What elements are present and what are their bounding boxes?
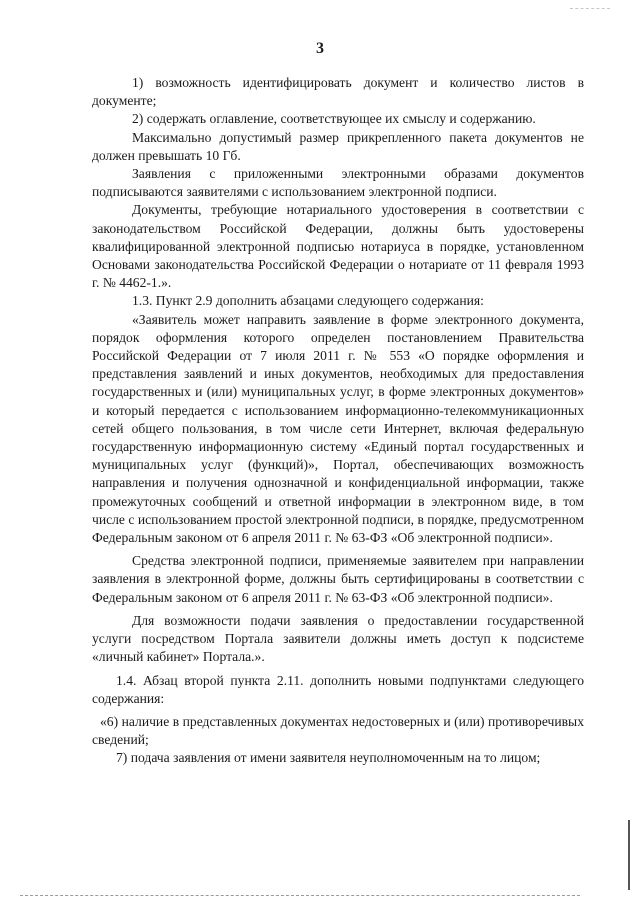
scan-artifact-bottom <box>20 895 580 896</box>
paragraph-subitem-7: 7) подача заявления от имени заявителя неуполномоченным на то лицом; <box>116 750 541 766</box>
paragraph-item-1: 1) возможность идентифицировать документ и количество листов в документе; <box>92 75 584 109</box>
document-body <box>92 74 584 768</box>
paragraph-max-size: Максимально допустимый размер прикрепленного пакета документов не должен превышать 10 Гб. <box>92 129 584 163</box>
paragraph-clause-1-3: 1.3. Пункт 2.9 дополнить абзацами следующего содержания: <box>132 293 484 309</box>
scan-artifact-top <box>570 8 610 9</box>
paragraph-notary: Документы, требующие нотариального удостоверения в соответствии с законодательством Российской Федерации, должны быть удостоверены квалифицированной электронной подписью нотариуса в порядке, установленном Основами законодательства Российской Федерации о нотариате от 11 февраля 1993 г. № 4462-1.». <box>92 202 584 291</box>
paragraph-portal-access: Для возможности подачи заявления о предоставлении государственной услуги посредством Портала заявители должны иметь доступ к подсистеме «личный кабинет» Портала.». <box>92 612 584 665</box>
scan-artifact-edge <box>628 820 630 890</box>
paragraph-item-2: 2) содержать оглавление, соответствующее их смыслу и содержанию. <box>132 111 536 127</box>
paragraph-electronic-application: «Заявитель может направить заявление в форме электронного документа, порядок оформления которого определен постановлением Правительства Российской Федерации от 7 июля 2011 г. № 553 «О порядке оформления и представления заявлений и иных документов, необходимых для предоставления государственных и (или) муниципальных услуг, в форме электронных документов» и который передается с использованием информационно-телекоммуникационных сетей общего пользования, в том числе сети Интернет, включая федеральную государственную информационную систему «Единый портал государственных и муниципальных услуг (функций)», Портал, обеспечивающих возможность направления и получения однозначной и конфиденциальной информации, также промежуточных сообщений и ответной информации в электронном виде, в том числе с использованием простой электронной подписи, в порядке, предусмотренном Федеральным законом от 6 апреля 2011 г. № 63-ФЗ «Об электронной подписи». <box>92 311 584 546</box>
paragraph-signature: Заявления с приложенными электронными образами документов подписываются заявителями с использованием электронной подписи. <box>92 166 584 200</box>
paragraph-signature-tools: Средства электронной подписи, применяемые заявителем при направлении заявления в электронной форме, должны быть сертифицированы в соответствии с Федеральным законом от 6 апреля 2011 г. № 63-ФЗ «Об электронной подписи». <box>92 553 584 605</box>
paragraph-clause-1-4: 1.4. Абзац второй пункта 2.11. дополнить новыми подпунктами следующего содержания: <box>92 672 584 706</box>
page-number: 3 <box>316 40 324 57</box>
paragraph-subitem-6: «6) наличие в представленных документах недостоверных и (или) противоречивых сведений; <box>92 713 584 748</box>
